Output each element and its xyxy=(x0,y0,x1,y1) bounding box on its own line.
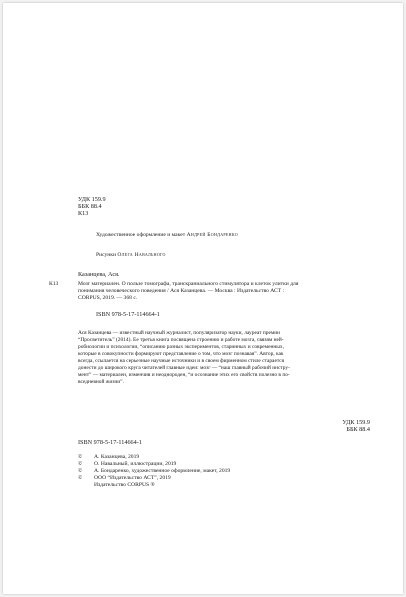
copyright-text: Издательство CORPUS ® xyxy=(94,482,155,488)
copyright-symbol: © xyxy=(78,454,83,460)
drawings-credit xyxy=(96,252,166,259)
copyright-line xyxy=(78,482,155,489)
title-verso-page xyxy=(3,3,403,594)
bbk-code: ББК 88.4 xyxy=(78,203,102,210)
annotation-line-5: всегда, ссылается на серьезные научные источники и в своем фирменном стиле старается xyxy=(78,358,285,364)
copyright-text: ООО “Издательство АСТ”, 2019 xyxy=(94,475,171,481)
drawings-credit-name: Олега Навального xyxy=(117,252,166,258)
biblio-line-1: Мозг материален. О пользе томографа, транскраниального стимулятора и клеток улитки для xyxy=(78,281,299,287)
margin-author-mark: К13 xyxy=(49,281,59,287)
bbk-code-bottom: ББК 88.4 xyxy=(346,426,370,433)
udc-code: УДК 159.9 xyxy=(78,196,106,203)
design-credit xyxy=(96,232,238,239)
copyright-symbol: © xyxy=(78,468,83,474)
annotation-line-1: Ася Казанцева — известный научный журналист, популяризатор науки, лауреат премии xyxy=(78,330,281,336)
isbn-main: ISBN 978-5-17-114664-1 xyxy=(96,311,160,318)
copyright-text: О. Навальный, иллюстрации, 2019 xyxy=(94,461,177,467)
design-credit-label: Художественное оформление и макет xyxy=(96,232,186,238)
design-credit-name: Андрей Бондаренко xyxy=(186,232,238,238)
annotation-line-2: “Просветитель” (2014). Ее третья книга посвящена строению и работе мозга, связям ней- xyxy=(78,337,284,343)
annotation-line-4: которые в совокупности формируют представление о том, что мозг познавая”. Автор, как xyxy=(78,351,284,357)
author-mark: К13 xyxy=(78,210,89,217)
isbn-bottom: ISBN 978-5-17-114664-1 xyxy=(78,439,142,446)
biblio-line-3: CORPUS, 2019. — 368 с. xyxy=(78,295,138,301)
annotation-line-6: донести до широкого круга читателей главные идеи: мозг — “наш главный рабочий инстру- xyxy=(78,365,290,371)
annotation-line-3: робиологии и психологии, “описанию разных экспериментов, старинных и современных, xyxy=(78,344,284,350)
copyright-symbol: © xyxy=(78,475,83,481)
udc-code-bottom: УДК 159.9 xyxy=(342,419,370,426)
copyright-text: А. Бондаренко, художественное оформление, макет, 2019 xyxy=(94,468,231,474)
copyright-text: А. Казанцева, 2019 xyxy=(94,454,140,460)
annotation-line-8: вседневной жизни”. xyxy=(78,379,124,385)
copyright-symbol: © xyxy=(78,461,83,467)
author-heading: Казанцева, Ася. xyxy=(78,271,120,278)
annotation-line-7: мент” — материален, изменчив и неоднороден, “и осознание этих его свойств полезно в по- xyxy=(78,372,290,378)
drawings-credit-label: Рисунки xyxy=(96,252,117,258)
biblio-line-2: понимания человеческого поведения / Ася Казанцева. — Москва : Издательство АСТ : xyxy=(78,288,285,294)
